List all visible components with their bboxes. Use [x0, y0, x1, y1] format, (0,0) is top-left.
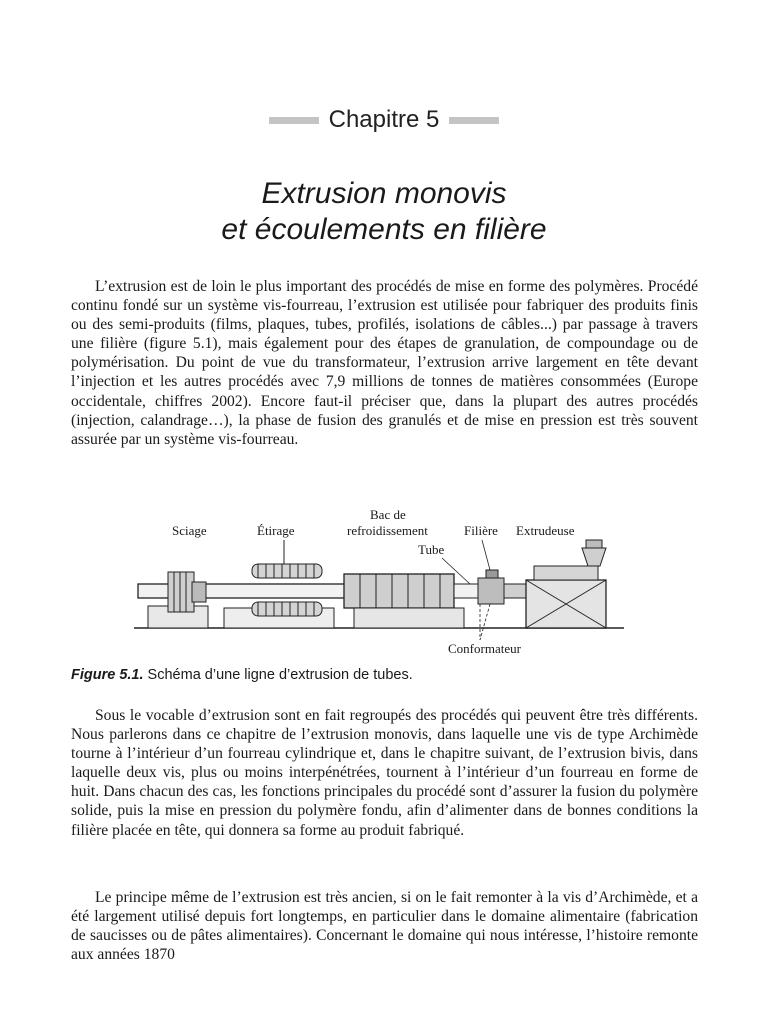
saw-unit — [148, 572, 208, 628]
paragraph-1: L’extrusion est de loin le plus important des procédés de mise en forme des polymères. Procédé continu fondé sur un système vis-fourreau, l’extrusion est utilisée pour fabriquer des produits finis ou des semi-produits (films, plaques, tubes, profilés, isolations de câbles...) par passage à travers une filière (figure 5.1), mais également pour des étapes de granulation, de compoundage ou de polymérisation. Du point de vue du transformateur, l’extrusion arrive largement en tête devant l’injection et les autres procédés avec 7,9 millions de tonnes de matières consommées (Europe occidentale, chiffres 2002). Encore faut-il préciser que, dans la plupart des autres procédés (injection, calandrage…), la phase de fusion des granulés et de mise en pression est très souvent assurée par un système vis-fourreau. — [71, 278, 698, 448]
chapter-label: Chapitre 5 — [328, 106, 440, 133]
extruder-unit — [504, 540, 606, 628]
label-conformateur: Conformateur — [448, 641, 521, 656]
chapter-title-line2: et écoulements en filière — [221, 213, 547, 246]
chapter-title — [0, 176, 768, 248]
chapter-title-line1: Extrusion monovis — [261, 177, 507, 210]
paragraph-2: Sous le vocable d’extrusion sont en fait regroupés des procédés qui peuvent être très différents. Nous parlerons dans ce chapitre de l’extrusion monovis, dans laquelle une vis de type Archimède tourne à l’intérieur d’un fourreau cylindrique et, dans le chapitre suivant, de l’extrusion bivis, dans laquelle deux vis, plus ou moins interpénétrées, tournent à l’intérieur d’un fourreau en forme de huit. Dans chacun des cas, les fonctions principales du procédé sont d’assurer la fusion du polymère solide, puis la mise en pression du polymère fondu, afin d’alimenter dans de bonnes conditions la filière placée en tête, qui donnera sa forme au produit fabriqué. — [71, 707, 698, 839]
figure-extrusion-line — [124, 500, 644, 660]
label-extrudeuse: Extrudeuse — [516, 523, 575, 538]
chapter-header — [0, 106, 768, 134]
figure-caption-label: Figure 5.1. — [71, 667, 144, 683]
label-tube: Tube — [418, 542, 445, 557]
cooling-tank — [344, 574, 464, 628]
figure-caption — [71, 667, 413, 683]
paragraph-3: Le principe même de l’extrusion est très ancien, si on le fait remonter à la vis d’Archimède, et a été largement utilisé depuis fort longtemps, en particulier dans le domaine alimentaire (fabrication de saucisses ou de pâtes alimentaires). Concernant le domaine qui nous intéresse, l’histoire remonte aux années 1870 — [71, 889, 698, 964]
label-bac-line2: refroidissement — [347, 523, 428, 538]
figure-caption-text: Schéma d’une ligne d’extrusion de tubes. — [143, 667, 413, 683]
label-sciage: Sciage — [172, 523, 207, 538]
chapter-bar-left — [269, 117, 319, 124]
chapter-bar-right — [449, 117, 499, 124]
label-etirage: Étirage — [257, 523, 295, 538]
label-filiere: Filière — [464, 523, 498, 538]
extrusion-line-diagram — [124, 500, 644, 660]
label-bac-line1: Bac de — [370, 507, 406, 522]
die-unit — [478, 540, 504, 640]
